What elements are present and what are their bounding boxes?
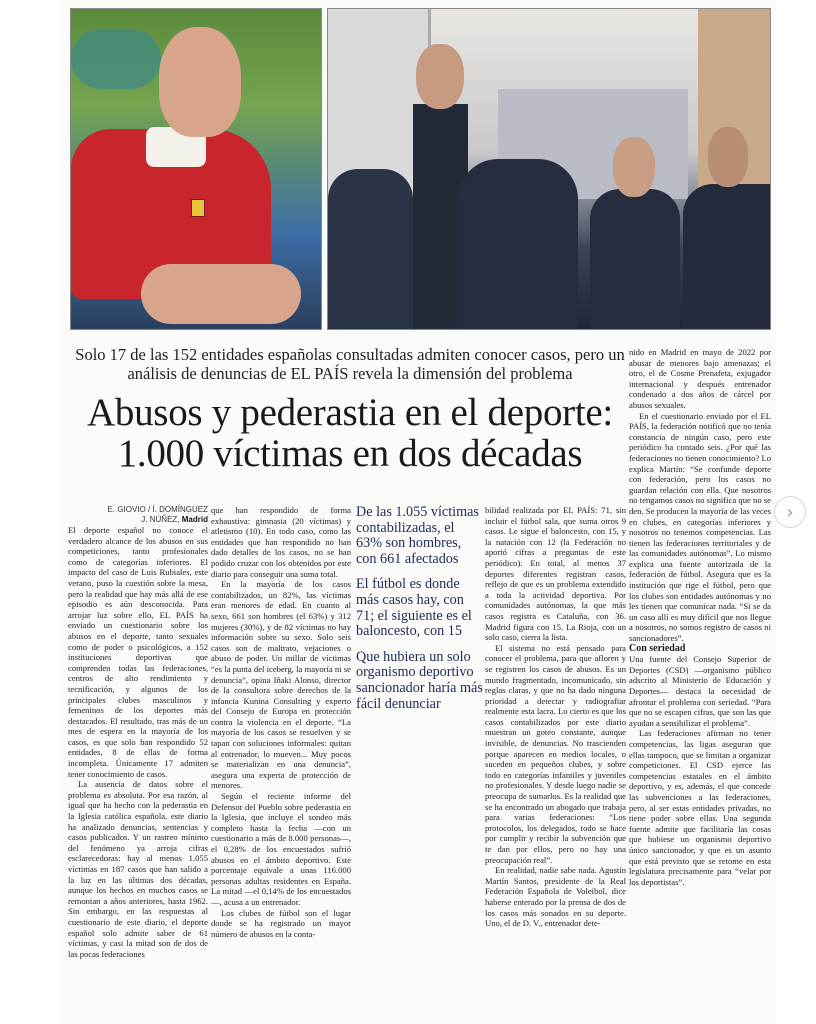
- byline-authors-1: E. GIOVIO / Í. DOMÍNGUEZ: [107, 505, 208, 514]
- officer-right1: [590, 189, 680, 330]
- officer-right2: [683, 184, 771, 330]
- paragraph: La ausencia de datos sobre el problema es absoluta. Por esa razón, al igual que ha hecho con la pederastia en la Iglesia católica española, este diario ha analizado denuncias, sentencias y casos publicados. Y un rastreo mínimo del fenómeno ya arroja cifras esclarecedoras: hay al menos 1.055 víctimas en 187 casos que han salido a la luz en las últimas dos décadas, aunque los hechos en muchos casos se remontan a años anteriores, hasta 1962. Sin embargo, en las respuestas al cuestionario de este diario, el deporte español solo admite saber de 61 víctimas, y casi la mitad son de dos de las pocas federaciones: [68, 779, 208, 959]
- pull-quote: Que hubiera un solo organismo deportivo sancionador haría más fácil denunciar: [356, 648, 483, 712]
- paragraph: bilidad realizada por EL PAÍS: 71, sin incluir el fútbol sala, que suma otros 9 casos. Le sigue el baloncesto, con 15, y la natación con 12 (la Federación no aportó cifras a preguntas de este periódico). En total, al menos 37 deportes diferentes registran casos, reflejo de que es un problema extendido a toda la actividad deportiva. Por comunidades autónomas, la que más casos registra es Cataluña, con 36. Madrid figura con 15. La Rioja, con un solo caso, cierra la lista.: [485, 505, 626, 643]
- coach-badge: [191, 199, 205, 217]
- coach-head: [159, 27, 241, 137]
- pull-quote: De las 1.055 víctimas contabilizadas, el 63% son hombres, con 661 afectados: [356, 504, 479, 567]
- paragraph: Las federaciones afirman no tener competencias, las ligas aseguran que ellas tampoco, que se limitan a organizar competiciones. El CSD ejerce las competencias estatales en el ámbito deportivo, y es, además, el que concede las subvenciones a las federaciones, pero, al ser estas entidades privadas, no tiene poder sobre ellas. Una segunda fuente admite que facilitaría las cosas que hubiese un organismo deportivo único sancionador, y que es un asunto que está previsto que se retome en esta legislatura precisamente para “velar por los deportistas”.: [629, 728, 771, 887]
- photo-arrest: [327, 8, 771, 330]
- paragraph: Según el reciente informe del Defensor del Pueblo sobre pederastia en la Iglesia, que incluye el sondeo más completo hasta la fecha —con un cuestionario a más de 8.000 personas—, el 0,28% de los encuestados sufrió abusos en el ámbito deportivo. Este porcentaje equivale a unas 116.000 personas adultas residentes en España. La mitad —el 0,14% de los encuestados—, acusa a un entrenador.: [211, 791, 351, 907]
- article-kicker: Solo 17 de las 152 entidades españolas consultadas admiten conocer casos, pero un análisis de denuncias de EL PAÍS revela la dimensión del problema: [75, 345, 625, 383]
- headline-line-2: 1.000 víctimas en dos décadas: [117, 432, 583, 475]
- chevron-right-icon: ›: [786, 501, 794, 523]
- paragraph: El sistema no está pensado para conocer el problema, para que afloren y se registren los casos de abusos. Es un mundo fragmentado, incomunicado, sin reglas claras, y que no ha dado ninguna prioridad a detectar y radiografiar realmente esta lacra. Lo cierto es que los casos contabilizados por este diario muestran un goteo constante, aunque invisible, de denuncias. No trascienden porque aparecen en medios locales, o suceden en pequeños clubes, y sobre todo en categorías infantiles y juveniles no profesionales. Y desde luego nadie se preocupa de sumarlos. Es la realidad que se ha encontrado un abogado que trabaja para varias federaciones: “Los protocolos, los delegados, todo se hace por cumplir y recibir la subvención que te dan por ellos, pero no hay una preocupación real”.: [485, 642, 626, 865]
- detainee-head: [416, 44, 464, 109]
- paragraph: Una fuente del Consejo Superior de Deportes (CSD) —organismo público adscrito al Ministerio de Educación y Deportes— destaca la necesidad de afrontar el problema con seriedad. “Para que no se escapen cifras, que son las que ayudan a sensibilizar el problema”.: [629, 654, 771, 728]
- paragraph: En el cuestionario enviado por el EL PAÍS, la federación notificó que no tenía constancia de ningún caso, pero este periódico ha contado seis. ¿Por qué las federaciones no tienen conocimiento? Lo explica Martín: “Se confunde deporte con federación, pero los casos no guardan relación con ella. Que nosotros no tengamos casos no significa que no se den. Se producen la mayoría de las veces en clubes, en categorías inferiores y nosotros no tenemos competencias. Las tienen las federaciones territoriales y de las comunidades autónomas”. Lo mismo explica una fuente autorizada de la federación de fútbol. Asegura que es la institución que rige el fútbol, pero que los clubes son entidades autónomas y no les tienen que comunicar nada. “Si se da un caso allí es muy difícil que nos llegue a nosotros, no somos registro de casos ni sancionadores”.: [629, 410, 771, 644]
- byline-place: Madrid: [181, 515, 208, 524]
- pull-quote: El fútbol es donde más casos hay, con 71; el siguiente es el baloncesto, con 15: [356, 576, 472, 640]
- photo-coach: [70, 8, 322, 330]
- coach-hands: [141, 264, 301, 324]
- article-column-5: [629, 347, 771, 887]
- next-image-button[interactable]: [774, 496, 806, 528]
- section-subhead: Con seriedad: [629, 642, 686, 654]
- paragraph: En realidad, nadie sabe nada. Agustín Martín Santos, presidente de la Real Federación Española de Voleibol, dice haberse enterado por la prensa de dos de los casos más sonados en su deporte. Uno, el de D. V., entrenador dete-: [485, 865, 626, 929]
- article-column-4: [485, 505, 626, 929]
- headline-line-1: Abusos y pederastia en el deporte:: [87, 391, 613, 434]
- byline-authors-2: J. NÚÑEZ,: [141, 515, 180, 524]
- paragraph: En la mayoría de los casos contabilizados, un 82%, las víctimas eran menores de edad. En cuanto al sexo, 661 son hombres (el 63%) y 312 mujeres (30%), y de 82 víctimas no hay información sobre su sexo. Solo seis casos son de maltrato, vejaciones o abuso de poder. Un millar de víctimas “es la punta del iceberg, la mayoría ni se denuncia”, opina Iñaki Alonso, director de la consultora sobre derechos de la infancia Kunina Consulting y experto del Consejo de Europa en protección contra la violencia en el deporte. “La mayoría de los casos se resuelven y se tapan con soluciones informales: quitan al entrenador, lo mueven... Muy pocos se materializan en una denuncia”, asegura una experta de protección de menores.: [211, 579, 351, 791]
- paragraph: El deporte español no conoce el verdadero alcance de los abusos en sus competiciones, tanto profesionales como de categorías inferiores. El impacto del caso de Luis Rubiales, este verano, puso la cuestión sobre la mesa, pero la realidad que hay más allá de ese episodio es aún desconocida. Para arrojar luz sobre ello, EL PAÍS ha enviado un cuestionario sobre los abusos en el deporte, tanto sexuales como de poder o psicológicos, a 152 instituciones deportivas que comprenden todas las federaciones, centros de alto rendimiento y tecnificación, y algunos de los principales clubes masculinos y femeninos de los deportes más destacados. El resultado, tras más de un mes de espera en la mayoría de los casos, es que solo han respondido 52 entidades, 8 de ellas de forma incompleta. Únicamente 17 admiten tener conocimiento de casos.: [68, 525, 208, 779]
- officer-right2-head: [708, 127, 748, 187]
- article-column-1: [68, 505, 208, 959]
- newspaper-page: [60, 0, 776, 1024]
- article-column-2: [211, 505, 351, 939]
- byline: [68, 505, 208, 525]
- officer-left: [328, 169, 413, 330]
- paragraph: Los clubes de fútbol son el lugar donde se ha registrado un mayor número de abusos en la conta-: [211, 907, 351, 939]
- article-headline: [70, 392, 630, 474]
- paragraph: que han respondido de forma exhaustiva: gimnasia (20 víctimas) y atletismo (10). En todo caso, como las entidades que han respondido no han dado detalles de los casos, no se han podido cruzar con los obtenidos por este diario para conseguir una suma total.: [211, 505, 351, 579]
- officer-center: [458, 159, 578, 330]
- officer-right1-head: [613, 137, 655, 197]
- pull-quotes: [356, 505, 484, 722]
- paragraph: nido en Madrid en mayo de 2022 por abusar de menores bajo amenazas; el otro, el de Cosme Prenafeta, exjugador internacional y después entrenador condenado a dos años de cárcel por abusos sexuales.: [629, 347, 771, 410]
- photo-bg-figure: [71, 29, 161, 89]
